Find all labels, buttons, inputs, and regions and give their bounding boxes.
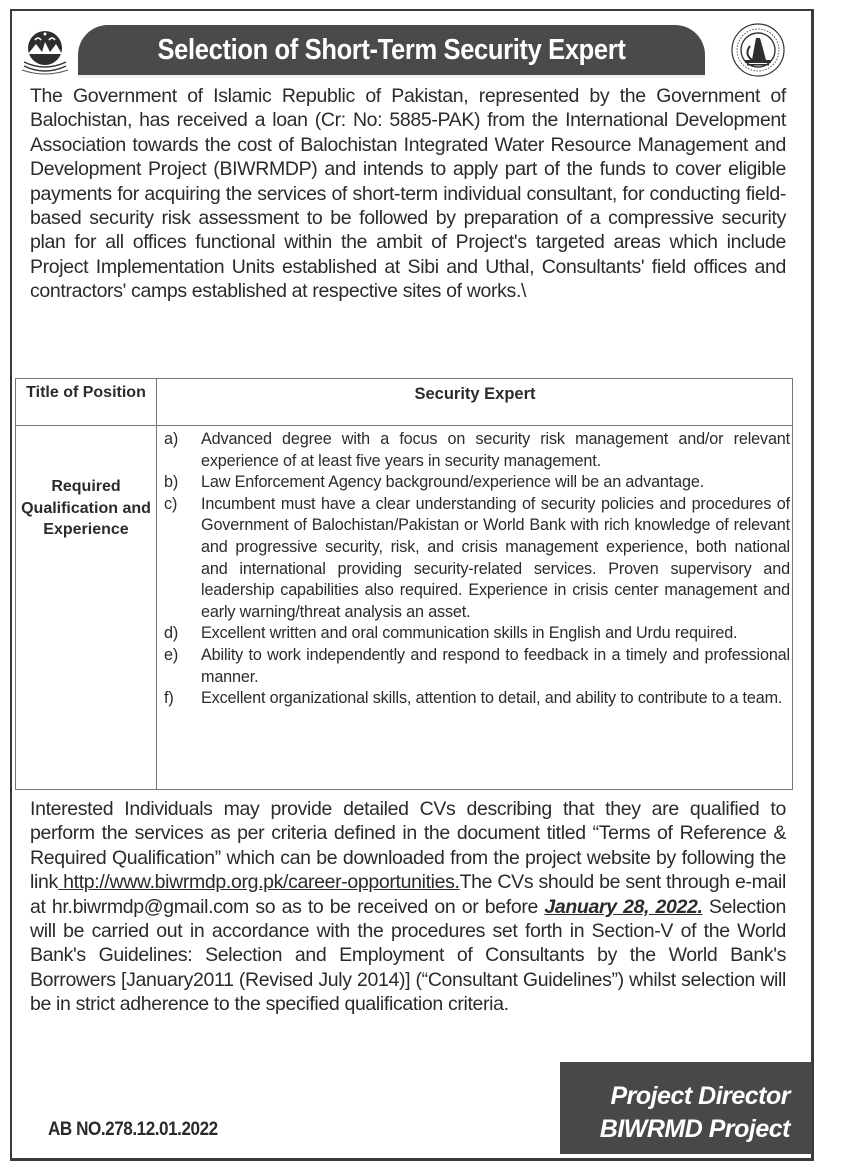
qualification-item [164,429,790,472]
table-divider [156,379,157,789]
advertisement-reference-number: AB NO.278.12.01.2022 [48,1119,218,1140]
qualification-letter: b) [164,473,179,492]
qualification-text: Excellent organizational skills, attention to detail, and ability to contribute to a team. [201,689,783,708]
qualification-item [164,494,790,624]
career-opportunities-link[interactable]: http://www.biwrmdp.org.pk/career-opportunities. [57,871,460,894]
intro-paragraph: The Government of Islamic Republic of Pakistan, represented by the Government of Balochistan, has received a loan (Cr: No: 5885-PAK) from the International Development Association towards the cost of Balochistan Integrated Water Resource Management and Development Project (BIWRMDP) and intends to apply part of the funds to cover eligible payments for acquiring the services of short-term individual consultant, for conducting field-based security risk assessment to be followed by preparation of a compressive security plan for all offices functional within the ambit of Project's targeted areas which include Project Implementation Units established at Sibi and Uthal, Consultants' field offices and contractors' camps established at respective sites of works.\ [30,85,786,303]
signatory-title: Project Director [610,1082,790,1110]
application-text: Selection will be carried out in accordance with the procedures set forth in Section-V of the World Bank's Guidelines: Selection and Employment of Consultants by the World Bank's Borrowers [January2011 (Revised July 2014)] (“Consultant Guidelines”) whilst selection will be in strict adherence to the specified qualification criteria. [30,895,787,1016]
signature-block [560,1062,812,1154]
qualification-item [164,645,790,688]
required-qualification-label: Required Qualification and Experience [21,478,151,538]
application-text: Interested Individuals may provide detailed CVs describing that they are qualified to perform the services as per criteria defined in the document titled “Terms of Reference & Required Qualification” which can be downloaded from the project website by following the link [30,798,786,894]
deadline-date: January 28, 2022. [544,895,703,918]
qualification-letter: e) [164,645,179,664]
balochistan-emblem-icon [20,26,70,76]
qualification-item [164,688,790,710]
application-paragraph [30,797,786,1017]
position-title-value: Security Expert [414,385,536,403]
title-of-position-label: Title of Position [26,384,146,401]
qualification-text: Excellent written and oral communication skills in English and Urdu required. [201,624,738,643]
qualification-text: Law Enforcement Agency background/experience will be an advantage. [201,473,705,492]
application-text: The CVs should be sent through e-mail at hr.biwrmdp@gmail.com so as to be received on or before [30,871,786,918]
qualification-letter: f) [164,689,174,708]
qualification-list [164,429,790,710]
qualification-letter: d) [164,624,179,643]
project-seal-icon [730,22,786,78]
qualification-text: Incumbent must have a clear understanding of security policies and procedures of Government of Balochistan/Pakistan or World Bank with rich knowledge of relevant and progressive security, risk, and crisis management experience, both national and international providing security-related services. Proven supervisory and leadership capabilities also required. Experience in crisis center management and early warning/threat analysis an asset. [201,494,790,621]
qualification-letter: a) [164,430,179,448]
table-divider [16,425,792,426]
qualification-item [164,623,790,645]
signatory-organization: BIWRMD Project [599,1115,790,1143]
header-banner [78,25,705,78]
qualification-item [164,472,790,494]
qualification-text: Ability to work independently and respond to feedback in a timely and professional manner. [201,645,790,686]
page-title: Selection of Short-Term Security Expert [157,34,626,66]
position-table [15,378,793,790]
qualification-letter: c) [164,494,178,513]
qualification-text: Advanced degree with a focus on security risk management and/or relevant experience of at least five years in security management. [201,430,790,470]
